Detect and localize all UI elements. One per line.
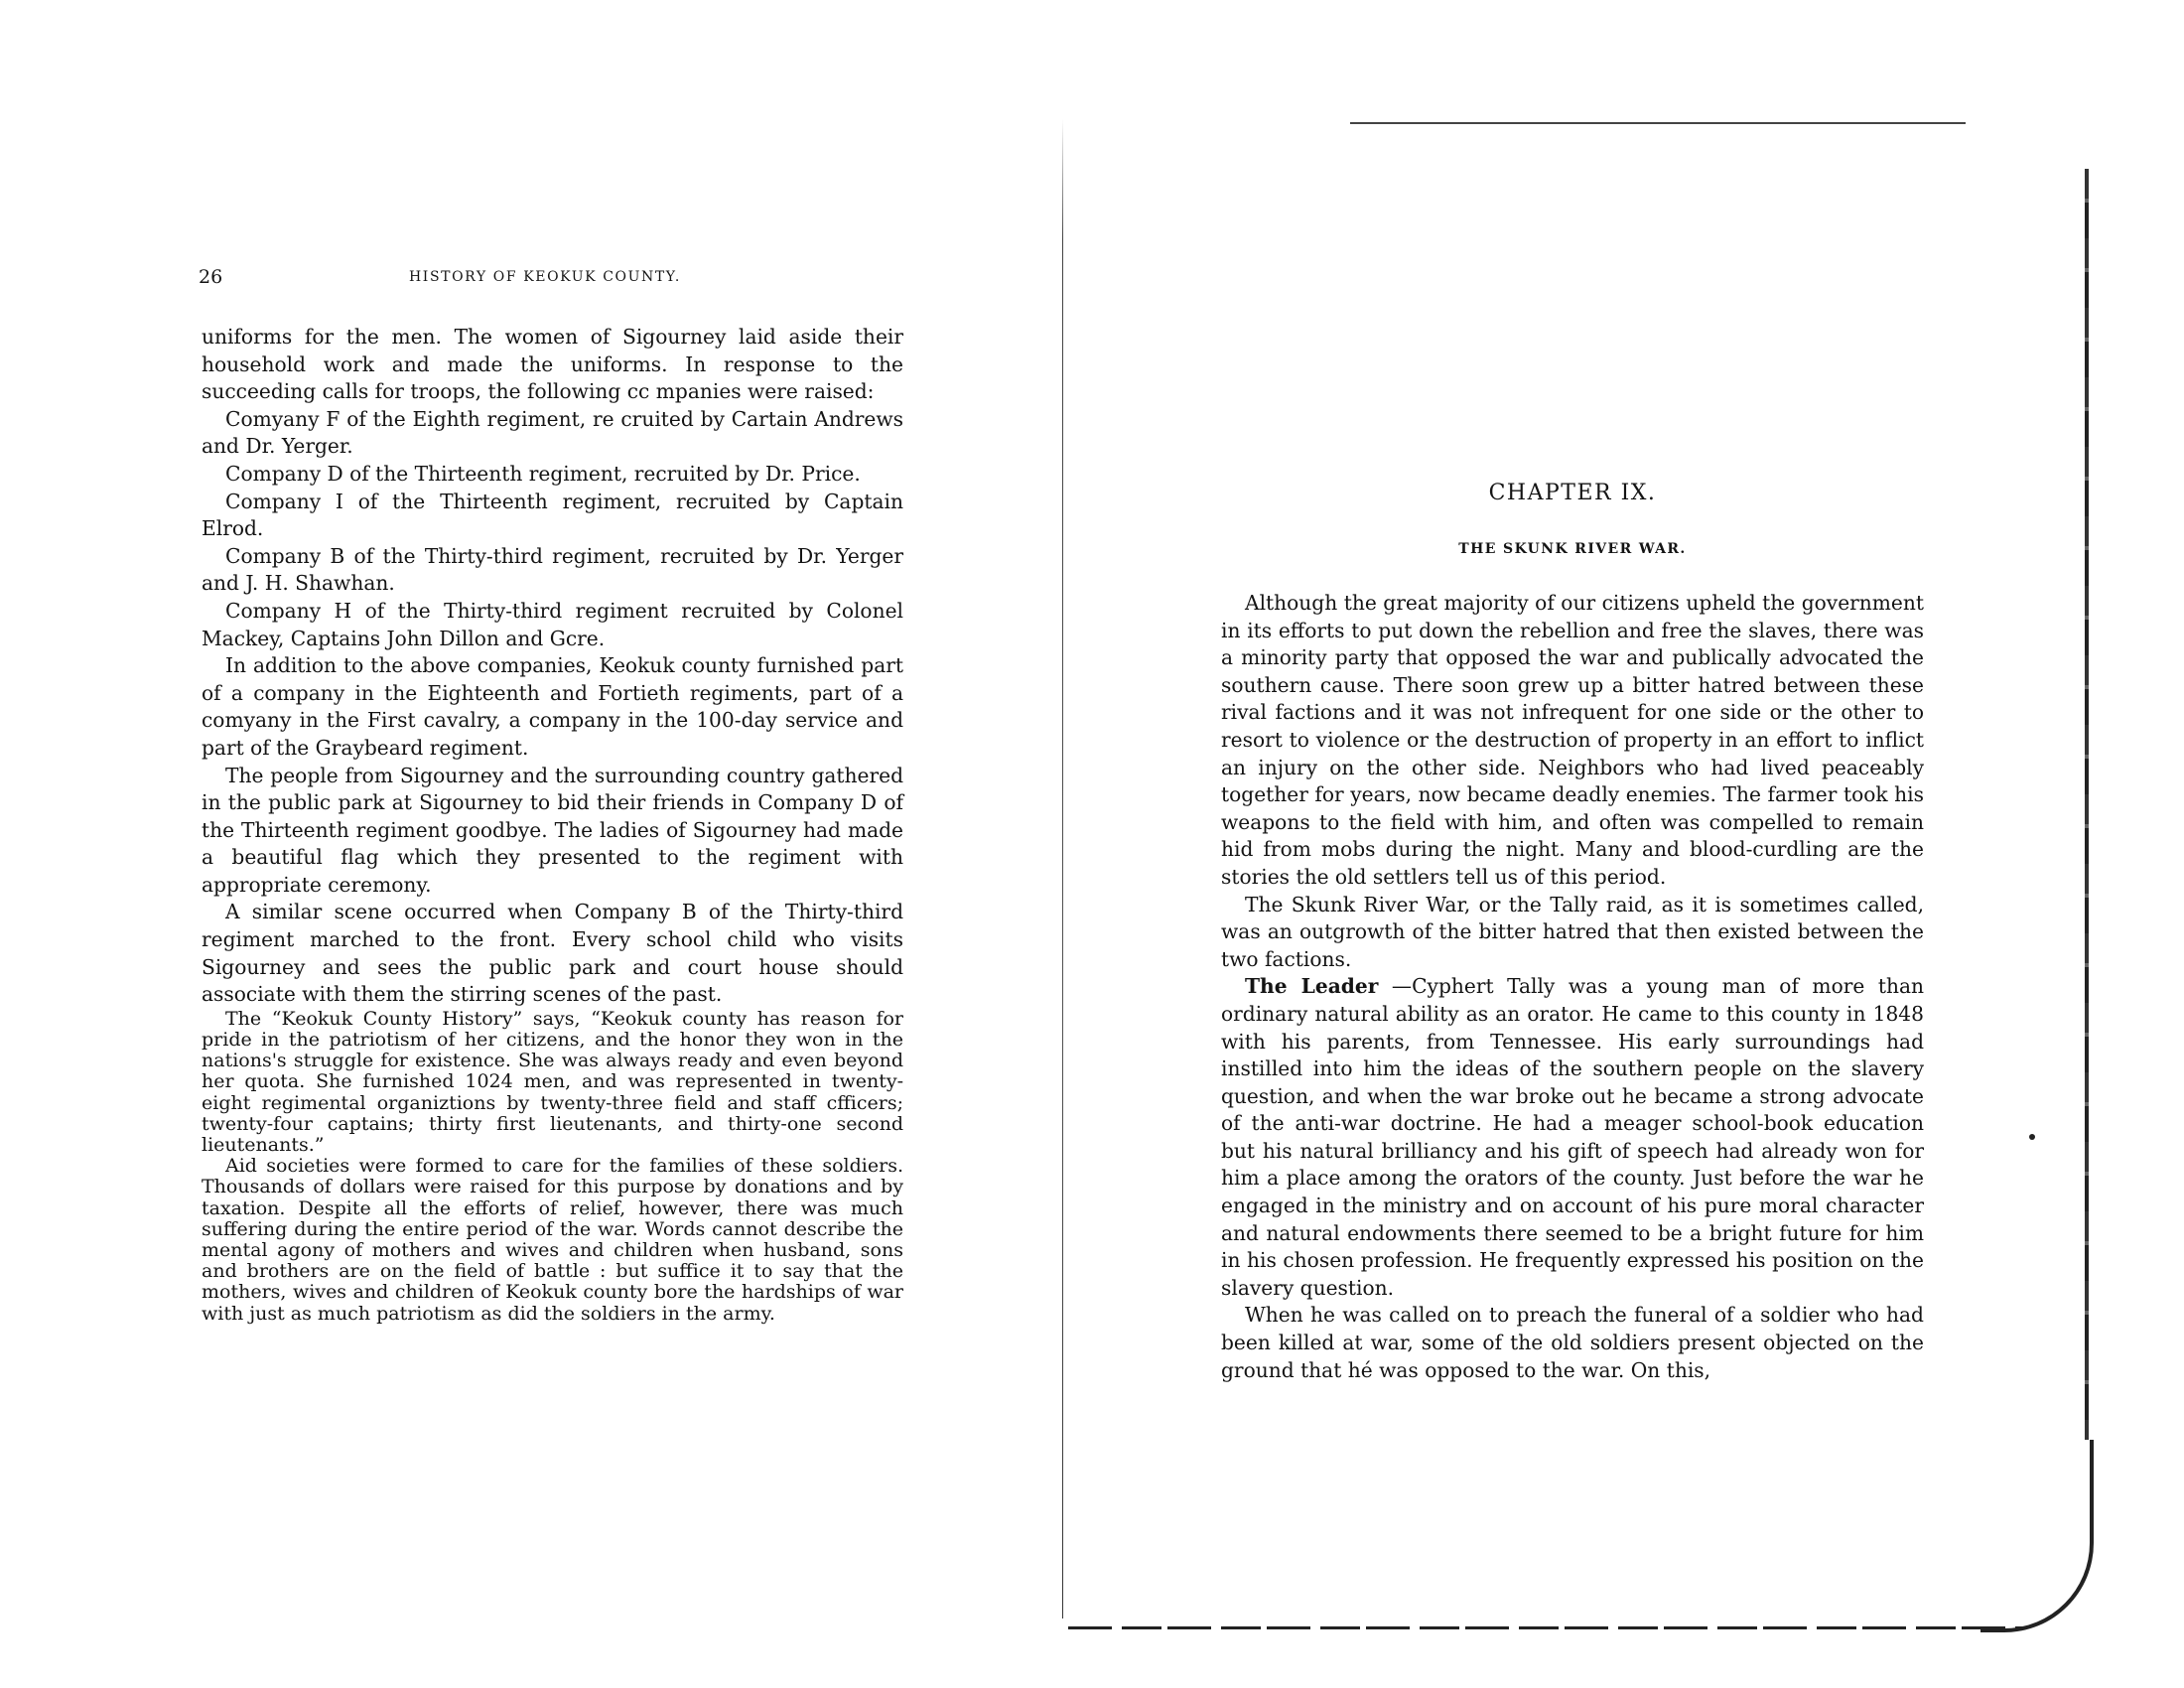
paragraph: Company B of the Thirty-third regiment, recruited by Dr. Yerger and J. H. Shawhan.	[202, 543, 903, 596]
paragraph: In addition to the above companies, Keokuk county furnished part of a company in the Eighteenth and Fortieth regiments, part of a comyany in the First cavalry, a company in the 100-day service and part of the Graybeard regiment.	[202, 653, 903, 760]
chapter-subtitle: THE SKUNK RIVER WAR.	[1458, 541, 1687, 557]
paragraph: Although the great majority of our citizens upheld the government in its efforts to put down the rebellion and free the slaves, there was a minority party that opposed the war and publically advocated the southern cause. There soon grew up a bitter hatred between these rival factions and it was not infrequent for one side or the other to resort to violence or the destruction of property in an effort to inflict an injury on the other side. Neighbors who had lived peaceably together for years, now became deadly enemies. The farmer took his weapons to the field with him, and often was compelled to remain hid from mobs during the night. Many and blood-curdling are the stories the old settlers tell us of this period.	[1221, 591, 1924, 889]
paragraph-leader	[1221, 973, 1924, 1302]
paragraph: The people from Sigourney and the surrounding country gathered in the public park at Sigourney to bid their friends in Company D of the Thirteenth regiment goodbye. The ladies of Sigourney had made a beautiful flag which they presented to the regiment with appropriate ceremony.	[202, 763, 903, 897]
page-number: 26	[199, 266, 223, 288]
paragraph: The Skunk River War, or the Tally raid, as it is sometimes called, was an outgrowth of the bitter hatred that then existed between the two factions.	[1221, 892, 1924, 971]
paragraph: Company H of the Thirty-third regiment recruited by Colonel Mackey, Captains John Dillon and Gcre.	[202, 598, 903, 650]
chapter-title: CHAPTER IX.	[1488, 481, 1657, 505]
paragraph: The “Keokuk County History” says, “Keokuk county has reason for pride in the patriotism of her citizens, and the honor they won in the nations's struggle for existence. She was always ready and even beyond her quota. She furnished 1024 men, and was represented in twenty-eight regimental organiztions by twenty-three field and staff cfficers; twenty-four captains; thirty first lieutenants, and thirty-one second lieutenants.”	[202, 1007, 903, 1157]
paragraph: When he was called on to preach the funeral of a soldier who had been killed at war, some of the old soldiers present objected on the ground that hé was opposed to the war. On this,	[1221, 1303, 1924, 1382]
paragraph: Company D of the Thirteenth regiment, recruited by Dr. Price.	[225, 461, 861, 486]
paragraph: uniforms for the men. The women of Sigourney laid aside their household work and made the uniforms. In response to the succeeding calls for troops, the following cc mpanies were raised:	[202, 325, 903, 404]
left-page-text	[202, 324, 903, 1325]
right-page-text	[1221, 590, 1924, 1384]
paragraph: Company I of the Thirteenth regiment, recruited by Captain Elrod.	[202, 489, 903, 541]
paragraph: Comyany F of the Eighth regiment, re cruited by Cartain Andrews and Dr. Yerger.	[202, 406, 903, 459]
paragraph: Aid societies were formed to care for the families of these soldiers. Thousands of dollars were raised for this purpose by donations and by taxation. Despite all the efforts of relief, however, there was much suffering during the entire period of the war. Words cannot describe the mental agony of mothers and wives and children when husband, sons and brothers are on the field of battle : but suffice it to say that the mothers, wives and children of Keokuk county bore the hardships of war with just as much patriotism as did the soldiers in the army.	[202, 1155, 903, 1325]
running-head	[199, 266, 913, 292]
paragraph: A similar scene occurred when Company B of the Thirty-third regiment marched to the front. Every school child who visits Sigourney and sees the public park and court house should associate with them the stirring scenes of the past.	[202, 900, 903, 1007]
section-lead: The Leader	[1245, 974, 1379, 999]
running-title: HISTORY OF KEOKUK COUNTY.	[409, 269, 681, 285]
paragraph-body: —Cyphert Tally was a young man of more than ordinary natural ability as an orator. He came to this county in 1848 with his parents, from Tennessee. His early surroundings had instilled into him the ideas of the southern people on the slavery question, and when the war broke out he became a strong advocate of the anti-war doctrine. He had a meager school-book education but his natural brilliancy and his gift of speech had already won for him a place among the orators of the county. Just before the war he engaged in the ministry and on account of his pure moral character and natural endowments there seemed to be a bright future for him in his chosen profession. He frequently expressed his position on the slavery question.	[1221, 974, 1924, 1300]
